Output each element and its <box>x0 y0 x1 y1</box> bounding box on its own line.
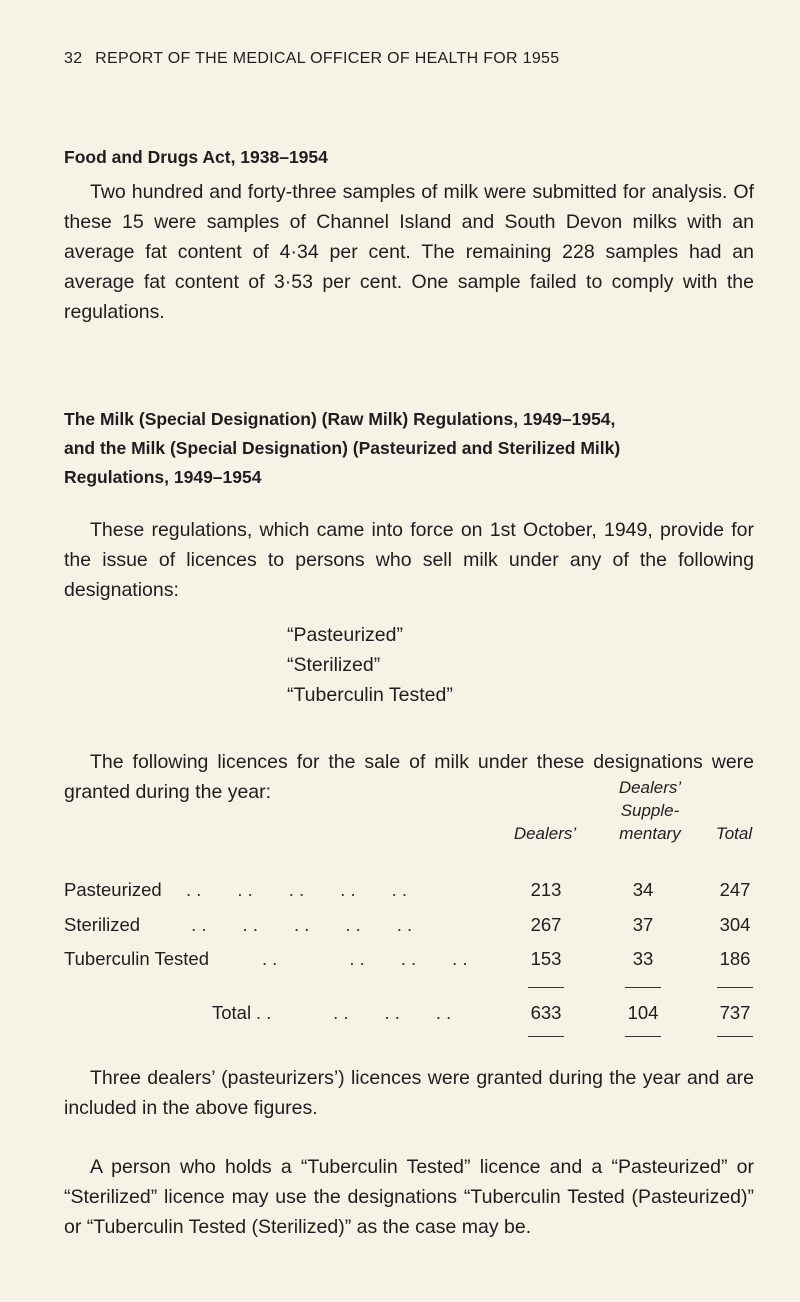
rule-dealers-bottom <box>528 1036 564 1037</box>
paragraph-regulations-intro <box>64 515 754 605</box>
row-label: Sterilized <box>64 914 141 935</box>
cell-total: 186 <box>719 948 751 969</box>
page-number: 32 <box>64 50 83 67</box>
paragraph-regulations-intro-text: These regulations, which came into force on 1st October, 1949, provide for the issue of licences to persons who sell milk under any of the following designations: <box>64 519 754 601</box>
running-title: REPORT OF THE MEDICAL OFFICER OF HEALTH FOR 1955 <box>95 50 560 67</box>
col-header-supplementary-line2: Supple- <box>620 801 680 820</box>
running-head <box>64 50 559 68</box>
rule-dealers-top <box>528 987 564 988</box>
row-label: Tuberculin Tested <box>64 948 210 969</box>
row-label: Pasteurized <box>64 879 162 900</box>
designation-item: “Sterilized” <box>287 654 381 676</box>
cell-total: 304 <box>719 914 751 935</box>
cell-dealers: 267 <box>530 914 562 935</box>
dot-leader: . . . . . . . . <box>262 948 468 969</box>
dot-leader: . . . . . . . . . . <box>186 914 413 935</box>
paragraph-milk-samples-text: Two hundred and forty-three samples of milk were submitted for analysis. Of these 15 were samples of Channel Island and South Devon milks with an average fat content of 4·34 per cent. The remaining 228 samples had an average fat content of 3·53 per cent. One sample failed to comply with the regulations. <box>64 181 754 323</box>
cell-total-dealers: 633 <box>530 1002 562 1023</box>
section-heading-food-drugs: Food and Drugs Act, 1938–1954 <box>64 147 328 167</box>
col-header-total: Total <box>715 824 753 843</box>
heading-line-3: Regulations, 1949–1954 <box>64 467 262 487</box>
cell-supplementary: 34 <box>632 879 654 900</box>
heading-line-1: The Milk (Special Designation) (Raw Milk) Regulations, 1949–1954, <box>64 409 616 429</box>
cell-total-total: 737 <box>719 1002 751 1023</box>
heading-line-2: and the Milk (Special Designation) (Pasteurized and Sterilized Milk) <box>64 438 621 458</box>
paragraph-dealers-note <box>64 1063 754 1123</box>
paragraph-designation-usage-text: A person who holds a “Tuberculin Tested” licence and a “Pasteurized” or “Sterilized” licence may use the designations “Tuberculin Tested (Pasteurized)” or “Tuberculin Tested (Sterilized)” as the case may be. <box>64 1156 754 1238</box>
dot-leader: . . . . . . . . <box>256 1002 452 1023</box>
total-label: Total <box>212 1002 252 1023</box>
paragraph-table-intro-text: The following licences for the sale of milk under these designations were granted during the year: <box>64 751 754 803</box>
cell-dealers: 213 <box>530 879 562 900</box>
dot-leader: . . . . . . . . . . <box>186 879 408 900</box>
section-heading-milk-regulations <box>64 405 754 492</box>
rule-total-top <box>717 987 753 988</box>
designation-item: “Pasteurized” <box>287 624 403 646</box>
cell-total-supplementary: 104 <box>627 1002 659 1023</box>
paragraph-milk-samples <box>64 177 754 327</box>
rule-total-bottom <box>717 1036 753 1037</box>
col-header-dealers: Dealers’ <box>513 824 577 843</box>
designation-item: “Tuberculin Tested” <box>287 684 453 706</box>
cell-dealers: 153 <box>530 948 562 969</box>
col-header-supplementary-line3: mentary <box>619 824 681 843</box>
rule-supplementary-bottom <box>625 1036 661 1037</box>
paragraph-dealers-note-text: Three dealers’ (pasteurizers’) licences were granted during the year and are included in the above figures. <box>64 1067 754 1119</box>
col-header-supplementary-line1: Dealers’ <box>618 778 682 797</box>
designations-list <box>287 620 453 710</box>
cell-supplementary: 37 <box>632 914 654 935</box>
cell-supplementary: 33 <box>632 948 654 969</box>
cell-total: 247 <box>719 879 751 900</box>
col-header-supplementary <box>600 776 700 845</box>
rule-supplementary-top <box>625 987 661 988</box>
paragraph-designation-usage <box>64 1152 754 1242</box>
